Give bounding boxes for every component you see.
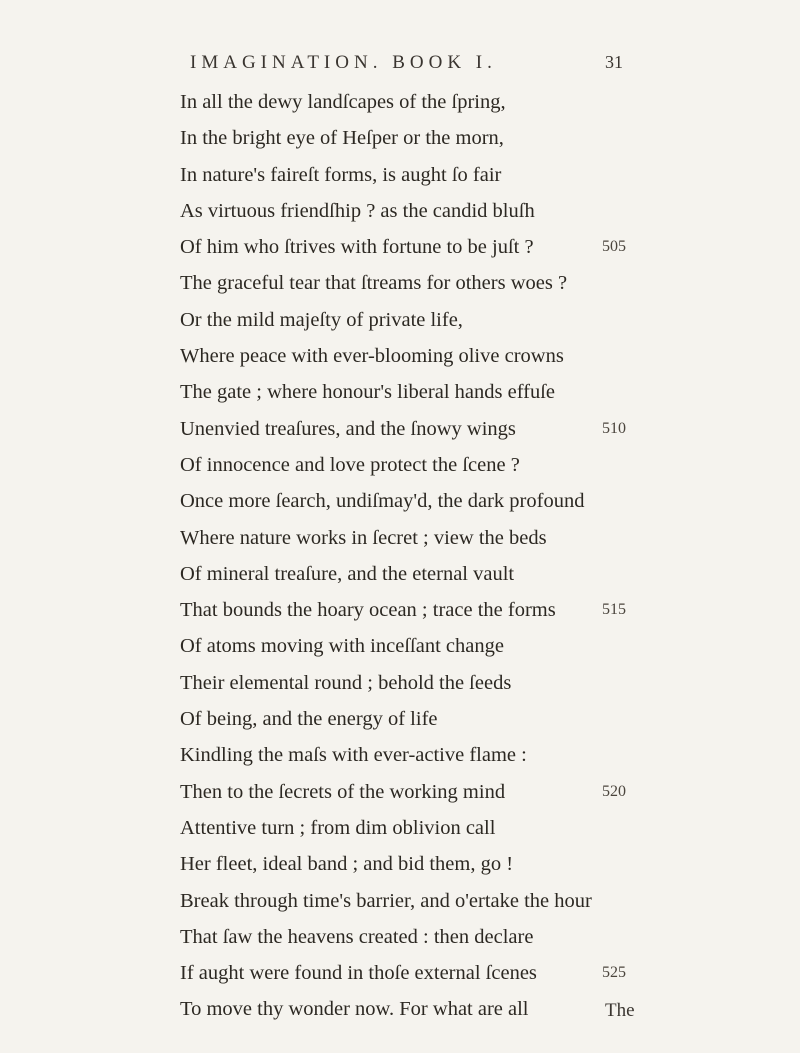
verse-line: Unenvied treaſures, and the ſnowy wings: [180, 417, 516, 440]
verse-line: Then to the ſecrets of the working mind: [180, 780, 506, 803]
verse-line: Of mineral treaſure, and the eternal vault: [180, 562, 515, 585]
verse-line: Of atoms moving with inceſſant change: [180, 635, 504, 658]
line-number: 515: [602, 601, 626, 619]
verse-line: In the bright eye of Heſper or the morn,: [180, 127, 504, 150]
verse-line: Kindling the maſs with ever-active flame :: [180, 744, 527, 767]
verse-line: Where nature works in ſecret ; view the beds: [180, 526, 547, 549]
verse-line: Once more ſearch, undiſmay'd, the dark profound: [180, 490, 585, 513]
verse-line: That bounds the hoary ocean ; trace the forms: [180, 599, 556, 622]
verse-line: In all the dewy landſcapes of the ſpring,: [180, 91, 506, 113]
verse-line: The graceful tear that ſtreams for others woes ?: [180, 272, 568, 295]
running-head: IMAGINATION. BOOK I.: [190, 52, 497, 73]
verse-line: Her fleet, ideal band ; and bid them, go !: [180, 853, 514, 876]
verse-line: Attentive turn ; from dim oblivion call: [180, 816, 496, 839]
verse-line: In nature's faireſt forms, is aught ſo fair: [180, 163, 502, 186]
verse-line: Of innocence and love protect the ſcene ?: [180, 453, 520, 476]
line-number: 525: [602, 964, 626, 982]
catchword: The: [605, 1000, 635, 1021]
verse-line: If aught were found in thoſe external ſcenes: [180, 962, 537, 985]
verse-line: That ſaw the heavens created : then declare: [180, 925, 534, 948]
verse-line: Or the mild majeſty of private life,: [180, 308, 463, 331]
verse-line: The gate ; where honour's liberal hands effuſe: [180, 381, 556, 404]
verse-line: Break through time's barrier, and o'ertake the hour: [180, 889, 592, 912]
verse-line: To move thy wonder now. For what are all: [180, 998, 529, 1021]
line-number: 505: [602, 238, 626, 256]
verse-line: Their elemental round ; behold the ſeeds: [180, 671, 512, 694]
verse-line: Where peace with ever-blooming olive crowns: [180, 345, 564, 368]
page-number: 31: [605, 52, 623, 72]
verse-line: Of him who ſtrives with fortune to be juſt ?: [180, 236, 534, 259]
verse-line: As virtuous friendſhip ? as the candid bluſh: [180, 199, 535, 222]
line-number: 520: [602, 782, 626, 800]
line-number: 510: [602, 419, 626, 437]
verse-line: Of being, and the energy of life: [180, 708, 438, 731]
verse-text: [180, 84, 660, 1028]
